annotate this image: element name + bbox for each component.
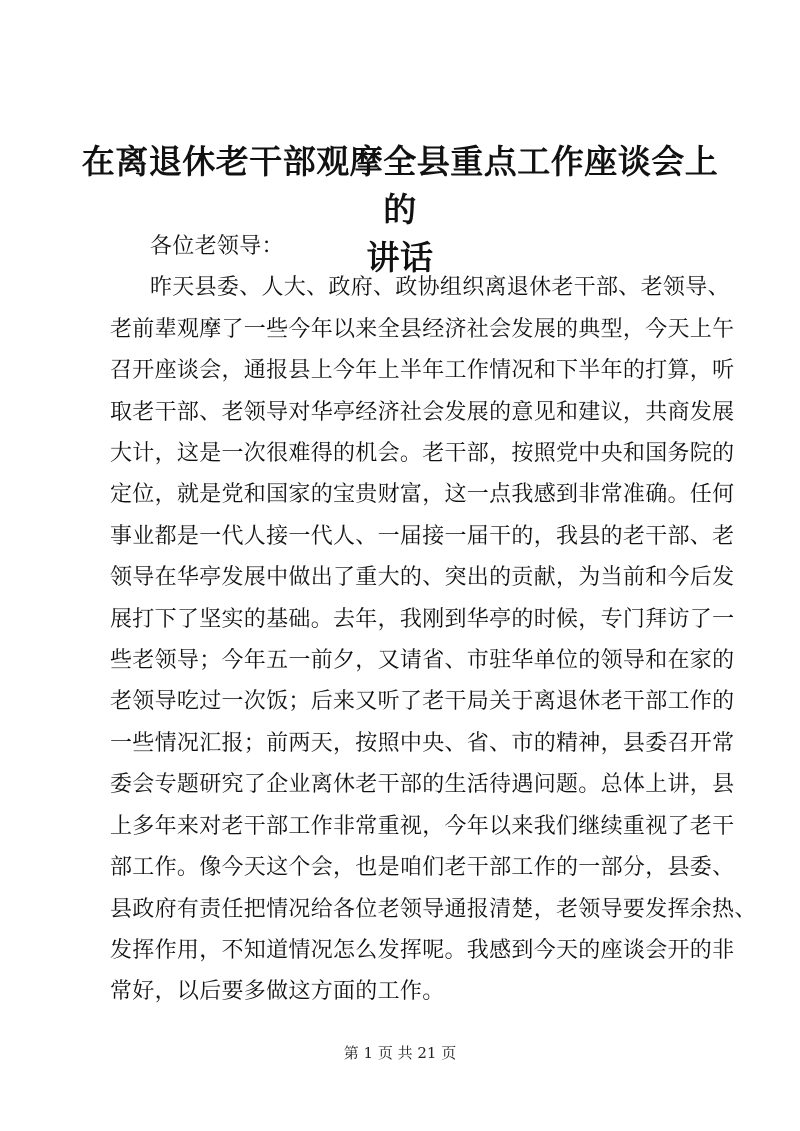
paragraph-line: 县政府有责任把情况给各位老领导通报清楚，老领导要发挥余热、: [110, 896, 757, 922]
paragraph-line: 部工作。像今天这个会，也是咱们老干部工作的一部分，县委、: [110, 855, 735, 881]
page-footer: 第 1 页 共 21 页: [343, 1044, 457, 1062]
paragraph-line: 发挥作用，不知道情况怎么发挥呢。我感到今天的座谈会开的非: [110, 937, 735, 963]
paragraph-line: 定位，就是党和国家的宝贵财富，这一点我感到非常准确。任何: [110, 482, 735, 508]
paragraph-line: 上多年来对老干部工作非常重视，今年以来我们继续重视了老干: [110, 813, 735, 839]
paragraph-line: 取老干部、老领导对华亭经济社会发展的意见和建议，共商发展: [110, 399, 735, 425]
paragraph-line: 事业都是一代人接一代人、一届接一届干的，我县的老干部、老: [110, 523, 735, 549]
document-body: [110, 226, 757, 1013]
paragraph-line: 些老领导；今年五一前夕，又请省、市驻华单位的领导和在家的: [110, 648, 735, 674]
paragraph-line: 老领导吃过一次饭；后来又听了老干局关于离退休老干部工作的: [110, 689, 735, 715]
paragraph-line: 召开座谈会，通报县上今年上半年工作情况和下半年的打算，听: [110, 358, 735, 384]
paragraph-line: 大计，这是一次很难得的机会。老干部，按照党中央和国务院的: [110, 441, 735, 467]
speech-paragraph: [110, 267, 757, 1012]
paragraph-line: 展打下了坚实的基础。去年，我刚到华亭的时候，专门拜访了一: [110, 606, 735, 632]
paragraph-line: 常好，以后要多做这方面的工作。: [110, 979, 445, 1005]
paragraph-line: 老前辈观摩了一些今年以来全县经济社会发展的典型，今天上午: [110, 316, 735, 342]
paragraph-line: 一些情况汇报；前两天，按照中央、省、市的精神，县委召开常: [110, 730, 735, 756]
title-line-2: 讲话: [366, 238, 434, 277]
paragraph-line: 委会专题研究了企业离休老干部的生活待遇问题。总体上讲，县: [110, 772, 735, 798]
paragraph-line: 昨天县委、人大、政府、政协组织离退休老干部、老领导、: [150, 275, 730, 301]
greeting: 各位老领导：: [150, 234, 284, 259]
title-line-1: 在离退休老干部观摩全县重点工作座谈会上的: [81, 142, 719, 229]
paragraph-line: 领导在华亭发展中做出了重大的、突出的贡献，为当前和今后发: [110, 565, 735, 591]
